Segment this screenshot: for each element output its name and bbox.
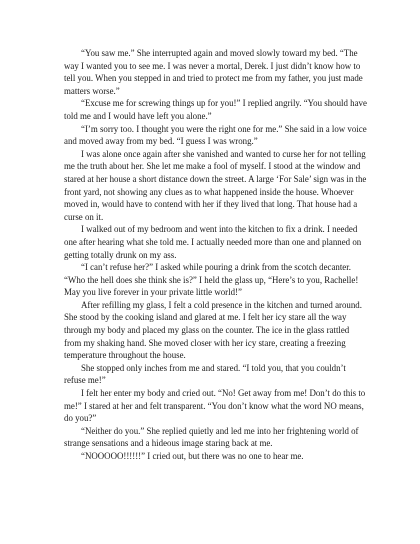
paragraph: I walked out of my bedroom and went into the kitchen to fix a drink. I needed one after hearing what she told me. I actually needed more than one and planned on getting totally drunk on my ass. xyxy=(64,224,362,260)
paragraph: After refilling my glass, I felt a cold presence in the kitchen and turned around. She stood by the cooking island and glared at me. I felt her icy stare all the way through my body and placed my glass on the counter. The ice in the glass rattled from my shaking hand. She moved closer with her icy stare, creating a freezing temperature throughout the house. xyxy=(64,299,362,361)
paragraph: “NOOOOO!!!!!!” I cried out, but there was no one to hear me. xyxy=(81,451,304,461)
paragraph: “I’m sorry too. I thought you were the right one for me.” She said in a low voice and moved away from my bed. “I guess I was wrong.” xyxy=(64,123,367,147)
paragraph: “I can’t refuse her?” I asked while pouring a drink from the scotch decanter. “Who the hell does she think she is?” I held the glass up, “Here’s to you, Rachelle! May you live forever in your private little world!” xyxy=(64,262,359,298)
paragraph: She stopped only inches from me and stared. “I told you, that you couldn’t refuse me!” xyxy=(64,362,346,386)
paragraph: “Excuse me for screwing things up for you!” I replied angrily. “You should have told me and I would have left you alone.” xyxy=(64,98,367,121)
paragraph: “Neither do you.” She replied quietly and led me into her frightening world of strange sensations and a hideous image staring back at me. xyxy=(64,425,359,449)
paragraph: “You saw me.” She interrupted again and moved slowly toward my bed. “The way I wanted you to see me. I was never a mortal, Derek. I just didn’t know how to tell you. When you stepped in and tried to protect me from my father, you just made matters worse.” xyxy=(64,48,363,96)
paragraph: I was alone once again after she vanished and wanted to curse her for not telling me the truth about her. She let me make a fool of myself. I stood at the window and stared at her house a short distance down the street. A large ‘For Sale’ sign was in the front yard, not showing any clues as to what happened inside the house. Whoever moved in, would have to contend with her if they lived that long. That house had a curse on it. xyxy=(64,148,367,222)
manuscript-page xyxy=(64,47,368,463)
paragraph: I felt her enter my body and cried out. “No! Get away from me! Don’t do this to me!” I stared at her and felt transparent. “You don’t know what the word NO means, do you?” xyxy=(64,388,366,424)
